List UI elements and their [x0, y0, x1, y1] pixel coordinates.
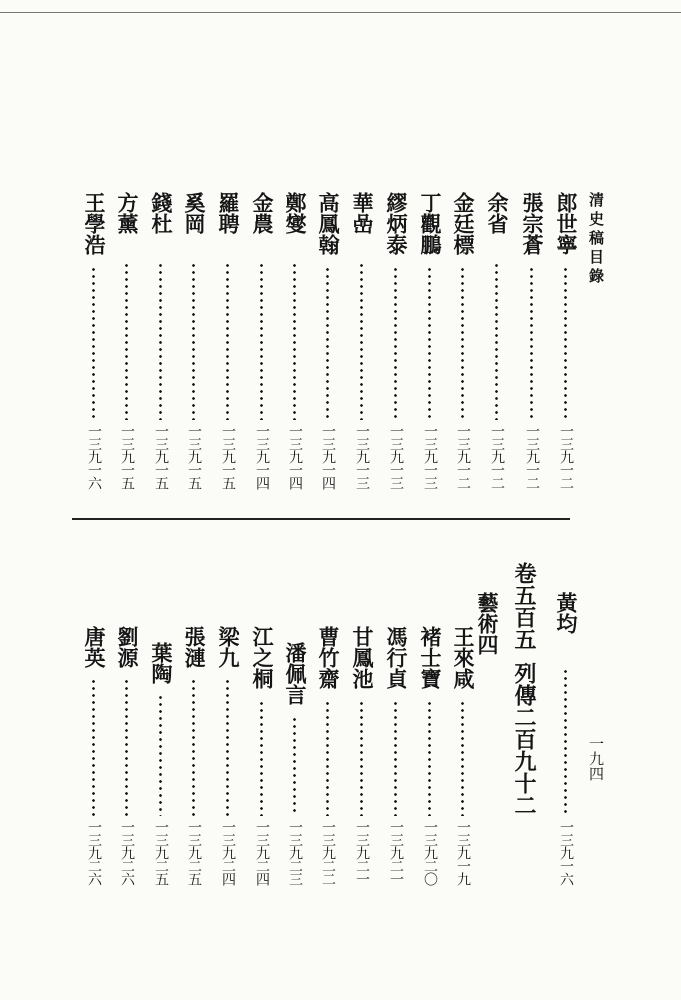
toc-entry: [555, 192, 579, 519]
entry-page-number: 一三九二四: [254, 820, 270, 885]
entry-name: 華嵒: [350, 192, 375, 234]
entry-name: 黃均: [554, 592, 579, 634]
entry-page-number: 一三九一二: [455, 424, 471, 489]
entry-page-number: 一三九一三: [422, 424, 438, 489]
entry-name: 郎世寧: [554, 192, 579, 255]
entry-name: 梁九: [216, 626, 241, 668]
leader-dots: [192, 678, 195, 816]
entry-name: 劉源: [115, 626, 140, 668]
toc-entry: [217, 192, 241, 519]
leader-dots: [159, 694, 162, 816]
entry-name: 丁觀鵬: [418, 192, 443, 255]
toc-entry: [150, 642, 174, 915]
page-number: 一九四: [587, 736, 605, 781]
leader-dots: [125, 678, 128, 816]
entry-name: 奚岡: [182, 192, 207, 234]
chapter-heading: [512, 562, 536, 816]
leader-dots: [360, 262, 363, 420]
entry-name: 潘佩言: [283, 642, 308, 705]
entry-page-number: 一三九二六: [119, 820, 135, 885]
entry-name: 方薰: [115, 192, 140, 234]
leader-dots: [461, 700, 464, 816]
entry-name: 馮行貞: [384, 626, 409, 689]
leader-dots: [159, 262, 162, 420]
toc-entry: [183, 626, 207, 915]
entry-page-number: 一三九二六: [86, 820, 102, 885]
toc-entry: [521, 192, 545, 519]
toc-entry: [83, 626, 107, 915]
leader-dots: [564, 266, 567, 420]
toc-entry: [150, 192, 174, 519]
entry-page-number: 一三九一五: [220, 424, 236, 489]
chapter-volume: 卷五百五: [511, 562, 537, 650]
entry-page-number: 一三九二一: [354, 820, 370, 885]
leader-dots: [293, 262, 296, 420]
toc-entry: [419, 192, 443, 519]
entry-page-number: 一三九一二: [489, 424, 505, 489]
leader-dots: [326, 266, 329, 420]
entry-name: 唐英: [82, 626, 107, 668]
leader-dots: [293, 716, 296, 816]
entry-page-number: 一三九一二: [558, 424, 574, 489]
leader-dots: [226, 262, 229, 420]
leader-dots: [192, 262, 195, 420]
top-border-line: [0, 0, 681, 13]
entry-page-number: 一三九二二: [320, 820, 336, 885]
entry-page-number: 一三九一六: [86, 424, 102, 489]
entry-name: 王學浩: [82, 192, 107, 255]
entry-page-number: 一三九一四: [254, 424, 270, 489]
entry-name: 江之桐: [250, 626, 275, 689]
toc-entry: [486, 192, 510, 519]
entry-page-number: 一三九一六: [558, 820, 574, 885]
section-heading: 藝術四: [475, 592, 500, 655]
entry-name: 高鳳翰: [316, 192, 341, 255]
toc-entry: [116, 626, 140, 915]
entry-page-number: 一三九二五: [153, 820, 169, 885]
leader-dots: [92, 266, 95, 420]
entry-page-number: 一三九一三: [388, 424, 404, 489]
entry-name: 甘鳳池: [350, 626, 375, 689]
toc-entry: [351, 192, 375, 519]
entry-page-number: 一三九一九: [455, 820, 471, 885]
chapter-title: 列傳二百九十二: [511, 662, 537, 816]
entry-name: 曹竹齋: [316, 626, 341, 689]
entry-page-number: 一三九一五: [153, 424, 169, 489]
entry-name: 金農: [250, 192, 275, 234]
toc-entry: [452, 192, 476, 519]
leader-dots: [326, 700, 329, 816]
toc-entry: [284, 192, 308, 519]
entry-name: 錢杜: [149, 192, 174, 234]
entry-name: 張漣: [182, 626, 207, 668]
toc-entry: [385, 192, 409, 519]
toc-entry: [251, 192, 275, 519]
entry-page-number: 一三九一三: [354, 424, 370, 489]
entry-name: 羅聘: [216, 192, 241, 234]
toc-entry: [351, 626, 375, 915]
entry-page-number: 一三九二四: [220, 820, 236, 885]
leader-dots: [260, 700, 263, 816]
toc-entry: [251, 626, 275, 915]
entry-page-number: 一三九二三: [287, 820, 303, 885]
entry-page-number: 一三九一五: [119, 424, 135, 489]
section-divider: [72, 518, 570, 520]
leader-dots: [394, 266, 397, 420]
leader-dots: [260, 262, 263, 420]
leader-dots: [226, 678, 229, 816]
entry-name: 王來咸: [451, 626, 476, 689]
leader-dots: [530, 266, 533, 420]
entry-page-number: 一三九一四: [287, 424, 303, 489]
entry-page-number: 一三九二五: [186, 820, 202, 885]
entry-name: 張宗蒼: [520, 192, 545, 255]
toc-entry: [116, 192, 140, 519]
leader-dots: [394, 700, 397, 816]
leader-dots: [428, 700, 431, 816]
toc-entry: [385, 626, 409, 915]
entry-name: 鄭燮: [283, 192, 308, 234]
entry-page-number: 一三九一二: [524, 424, 540, 489]
entry-name: 葉陶: [149, 642, 174, 684]
leader-dots: [495, 262, 498, 420]
entry-name: 繆炳泰: [384, 192, 409, 255]
leader-dots: [360, 700, 363, 816]
toc-entry: [183, 192, 207, 519]
toc-entry: [317, 626, 341, 915]
leader-dots: [92, 678, 95, 816]
toc-entry: [284, 642, 308, 915]
entry-name: 余省: [485, 192, 510, 234]
toc-entry: [317, 192, 341, 519]
entry-page-number: 一三九二一: [388, 820, 404, 885]
entry-page-number: 一三九一五: [186, 424, 202, 489]
entry-page-number: 一三九二〇: [422, 820, 438, 885]
toc-entry: [419, 626, 443, 915]
leader-dots: [428, 266, 431, 420]
toc-entry: [83, 192, 107, 519]
leader-dots: [461, 266, 464, 420]
toc-entry: [452, 626, 476, 915]
page-header: 清史稿目錄: [587, 192, 605, 287]
entry-name: 褚士寶: [418, 626, 443, 689]
leader-dots: [125, 262, 128, 420]
toc-entry: [555, 592, 579, 915]
leader-dots: [564, 668, 567, 816]
toc-entry: [217, 626, 241, 915]
entry-page-number: 一三九一四: [320, 424, 336, 489]
entry-name: 金廷標: [451, 192, 476, 255]
